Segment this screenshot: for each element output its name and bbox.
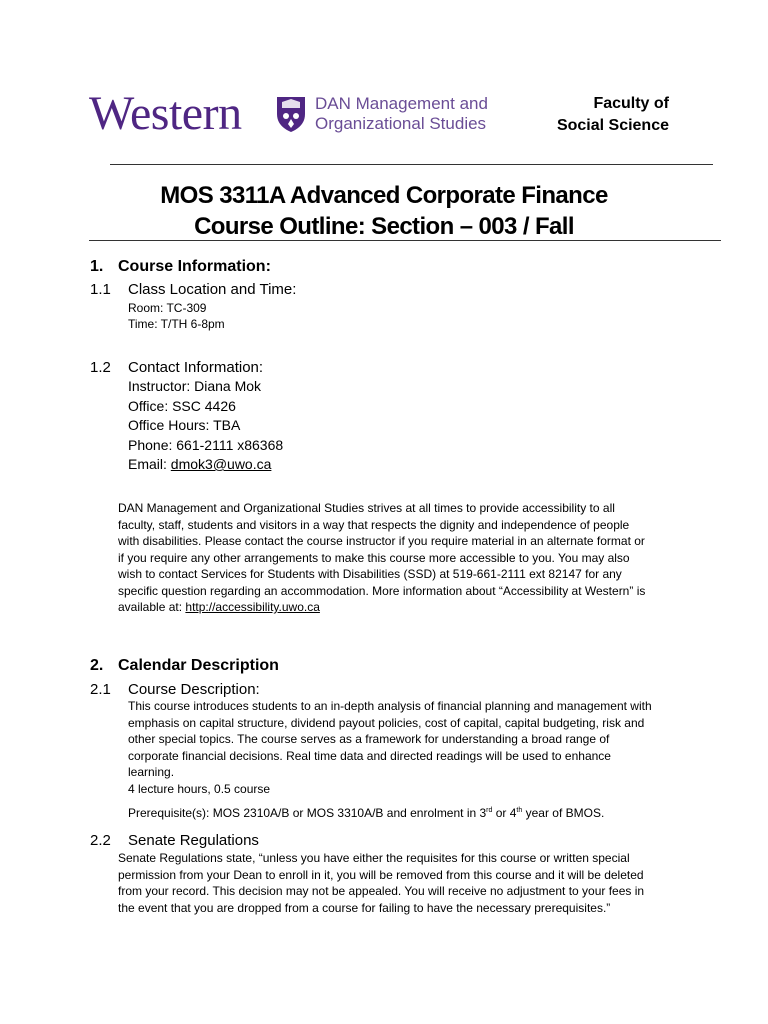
accessibility-link[interactable]: http://accessibility.uwo.ca xyxy=(185,600,320,614)
prerequisites: Prerequisite(s): MOS 2310A/B or MOS 3310A/B and enrolment in 3rd or 4th year of BMOS. xyxy=(128,806,605,820)
course-subtitle: Course Outline: Section – 003 / Fall xyxy=(194,213,574,240)
class-room: Room: TC-309 xyxy=(128,301,207,315)
university-crest-icon xyxy=(274,94,308,134)
section-1-heading: 1. Course Information: xyxy=(90,258,271,275)
class-time: Time: T/TH 6-8pm xyxy=(128,317,225,331)
department-name: DAN Management and Organizational Studies xyxy=(315,94,488,133)
email-link[interactable]: dmok3@uwo.ca xyxy=(170,456,272,472)
instructor-name: Instructor: Diana Mok xyxy=(128,378,262,394)
email-line: Email: dmok3@uwo.ca xyxy=(128,456,272,472)
western-logo-wordmark: Western xyxy=(89,87,242,140)
subsection-2-2-heading: 2.2 Senate Regulations xyxy=(90,832,259,849)
subsection-1-1-heading: 1.1 Class Location and Time: xyxy=(90,281,297,298)
office-location: Office: SSC 4426 xyxy=(128,397,236,414)
section-2-heading: 2. Calendar Description xyxy=(90,657,279,674)
accessibility-paragraph: DAN Management and Organizational Studies strives at all times to provide accessibility to all faculty, staff, students and visitors in a way that respects the dignity and independence of people with disabilities. Please contact the course instructor if you require material in an alternate format or if you require any other arrangements to make this course more accessible to you. You may also wish to contact Services for Students with Disabilities (SSD) at 519-661-2111 ext 82147 for any specific question regarding an accommodation. More information about “Accessibility at Western” is available at: http://accessibility.uwo.ca xyxy=(118,501,646,614)
course-description: This course introduces students to an in-depth analysis of financial planning and management with emphasis on capital structure, dividend payout policies, cost of capital, capital budgeting, risk and other special topics. The course serves as a framework for understanding a broad range of corporate financial decisions. Real time data and directed readings will be used to enhance learning. 4 lecture hours, 0.5 course xyxy=(128,699,652,796)
subsection-2-1-heading: 2.1 Course Description: xyxy=(90,681,260,698)
contact-block xyxy=(128,377,283,475)
phone-number: Phone: 661-2111 x86368 xyxy=(128,436,284,453)
header-divider xyxy=(110,164,713,165)
title-divider xyxy=(89,240,721,241)
course-title: MOS 3311A Advanced Corporate Finance xyxy=(160,182,608,209)
subsection-1-2-heading: 1.2 Contact Information: xyxy=(90,359,264,376)
office-hours: Office Hours: TBA xyxy=(128,417,241,433)
senate-regulations: Senate Regulations state, “unless you have either the requisites for this course or written special permission from your Dean to enroll in it, you will be removed from this course and it will be deleted from your record. This decision may not be appealed. You will receive no adjustment to your fees in the event that you are dropped from a course for failing to have the necessary prerequisites.” xyxy=(118,851,645,915)
faculty-name: Faculty of Social Science xyxy=(556,95,669,134)
